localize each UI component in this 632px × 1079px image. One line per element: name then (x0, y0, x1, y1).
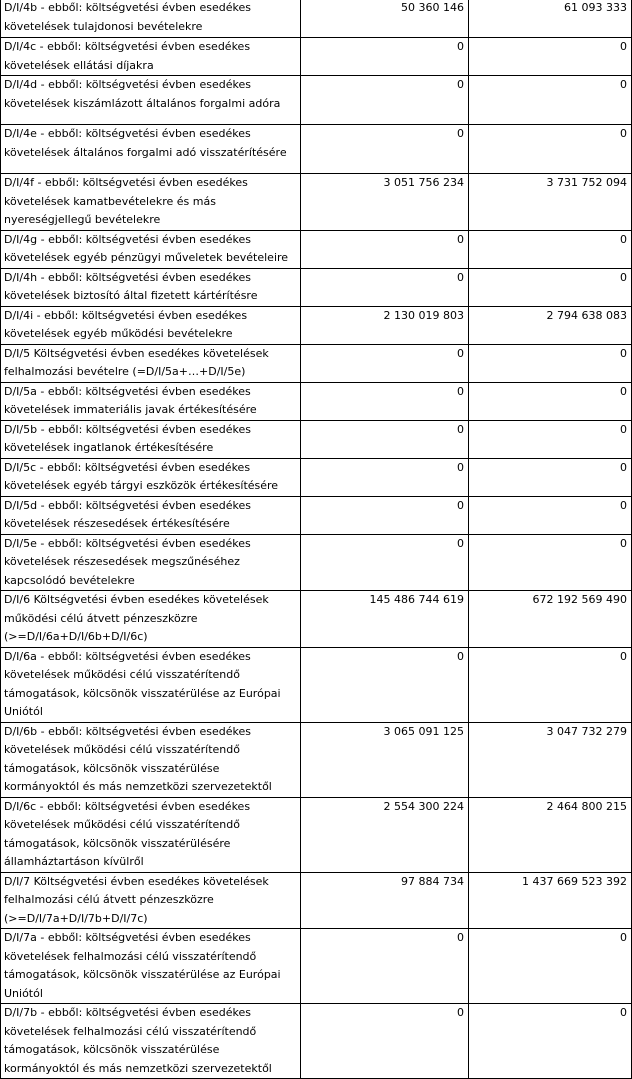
row-label: D/I/7 Költségvetési évben esedékes követelések felhalmozási célú átvett pénzeszközre (>=D/I/7a+D/I/7b+D/I/7c) (1, 872, 301, 929)
row-label: D/I/7a - ebből: költségvetési évben esedékes követelések felhalmozási célú visszatérítendő támogatások, kölcsönök visszatérülése az Európai Uniótól (1, 929, 301, 1004)
row-label: D/I/4b - ebből: költségvetési évben esedékes követelések tulajdonosi bevételekre (1, 0, 301, 38)
row-label: D/I/5e - ebből: költségvetési évben esedékes követelések részesedések megszűnéséhez kapcsolódó bevételekre (1, 534, 301, 591)
table-row (1, 76, 632, 125)
value-previous: 0 (301, 929, 469, 1004)
row-label: D/I/6 Költségvetési évben esedékes követelések működési célú átvett pénzeszközre (>=D/I/6a+D/I/6b+D/I/6c) (1, 591, 301, 648)
table-row (1, 38, 632, 76)
row-label: D/I/5d - ebből: költségvetési évben esedékes követelések részesedések értékesítésére (1, 496, 301, 534)
value-previous: 0 (301, 268, 469, 306)
row-label: D/I/4i - ebből: költségvetési évben esedékes követelések egyéb működési bevételekre (1, 306, 301, 344)
value-current: 0 (469, 268, 632, 306)
value-previous: 0 (301, 38, 469, 76)
row-label: D/I/5b - ebből: költségvetési évben esedékes követelések ingatlanok értékesítésére (1, 420, 301, 458)
table-row (1, 496, 632, 534)
value-current: 0 (469, 344, 632, 382)
table-row (1, 268, 632, 306)
row-label: D/I/4c - ebből: költségvetési évben esedékes követelések ellátási díjakra (1, 38, 301, 76)
value-current: 0 (469, 496, 632, 534)
value-previous: 0 (301, 344, 469, 382)
row-label: D/I/6a - ebből: költségvetési évben esedékes követelések működési célú visszatérítendő támogatások, kölcsönök visszatérülése az Európai Uniótól (1, 647, 301, 722)
table-row (1, 344, 632, 382)
table-row (1, 797, 632, 872)
value-current: 0 (469, 929, 632, 1004)
value-previous: 3 051 756 234 (301, 174, 469, 231)
value-current: 0 (469, 420, 632, 458)
table-row (1, 125, 632, 174)
value-previous: 0 (301, 420, 469, 458)
value-current: 61 093 333 (469, 0, 632, 38)
value-previous: 3 065 091 125 (301, 722, 469, 797)
value-previous: 50 360 146 (301, 0, 469, 38)
value-current: 2 794 638 083 (469, 306, 632, 344)
value-previous: 0 (301, 1004, 469, 1079)
value-previous: 97 884 734 (301, 872, 469, 929)
value-previous: 0 (301, 458, 469, 496)
value-previous: 2 130 019 803 (301, 306, 469, 344)
value-current: 0 (469, 458, 632, 496)
table-row (1, 420, 632, 458)
row-label: D/I/6b - ebből: költségvetési évben esedékes követelések működési célú visszatérítendő támogatások, kölcsönök visszatérülése kormányoktól és más nemzetközi szervezetektől (1, 722, 301, 797)
table-row (1, 872, 632, 929)
value-previous: 145 486 744 619 (301, 591, 469, 648)
value-current: 3 731 752 094 (469, 174, 632, 231)
value-previous: 0 (301, 230, 469, 268)
value-current: 0 (469, 125, 632, 174)
value-previous: 0 (301, 125, 469, 174)
value-current: 2 464 800 215 (469, 797, 632, 872)
row-label: D/I/4f - ebből: költségvetési évben esedékes követelések kamatbevételekre és más nyereségjellegű bevételekre (1, 174, 301, 231)
row-label: D/I/5a - ebből: költségvetési évben esedékes követelések immateriális javak értékesítésére (1, 382, 301, 420)
value-current: 0 (469, 534, 632, 591)
value-previous: 0 (301, 647, 469, 722)
table-row (1, 382, 632, 420)
table-row (1, 306, 632, 344)
value-current: 0 (469, 1004, 632, 1079)
row-label: D/I/7b - ebből: költségvetési évben esedékes követelések felhalmozási célú visszatérítendő támogatások, kölcsönök visszatérülése kormányoktól és más nemzetközi szervezetektől (1, 1004, 301, 1079)
table-row (1, 722, 632, 797)
table-row (1, 929, 632, 1004)
value-current: 0 (469, 382, 632, 420)
value-previous: 0 (301, 382, 469, 420)
value-previous: 0 (301, 534, 469, 591)
row-label: D/I/5c - ebből: költségvetési évben esedékes követelések egyéb tárgyi eszközök értékesítésére (1, 458, 301, 496)
table-row (1, 647, 632, 722)
row-label: D/I/6c - ebből: költségvetési évben esedékes követelések működési célú visszatérítendő támogatások, kölcsönök visszatérülésére államháztartáson kívülről (1, 797, 301, 872)
value-previous: 0 (301, 496, 469, 534)
value-current: 3 047 732 279 (469, 722, 632, 797)
value-current: 0 (469, 647, 632, 722)
value-previous: 0 (301, 76, 469, 125)
row-label: D/I/5 Költségvetési évben esedékes követelések felhalmozási bevételre (=D/I/5a+…+D/I/5e) (1, 344, 301, 382)
table-row (1, 174, 632, 231)
table-row (1, 0, 632, 38)
table-row (1, 230, 632, 268)
value-current: 0 (469, 38, 632, 76)
table-row (1, 1004, 632, 1079)
row-label: D/I/4g - ebből: költségvetési évben esedékes követelések egyéb pénzügyi műveletek bevételeire (1, 230, 301, 268)
value-current: 0 (469, 76, 632, 125)
table-row (1, 591, 632, 648)
value-previous: 2 554 300 224 (301, 797, 469, 872)
value-current: 1 437 669 523 392 (469, 872, 632, 929)
value-current: 672 192 569 490 (469, 591, 632, 648)
row-label: D/I/4d - ebből: költségvetési évben esedékes követelések kiszámlázott általános forgalmi adóra (1, 76, 301, 125)
value-current: 0 (469, 230, 632, 268)
table-row (1, 534, 632, 591)
row-label: D/I/4e - ebből: költségvetési évben esedékes követelések általános forgalmi adó visszatérítésére (1, 125, 301, 174)
row-label: D/I/4h - ebből: költségvetési évben esedékes követelések biztosító által fizetett kártérítésre (1, 268, 301, 306)
table-row (1, 458, 632, 496)
